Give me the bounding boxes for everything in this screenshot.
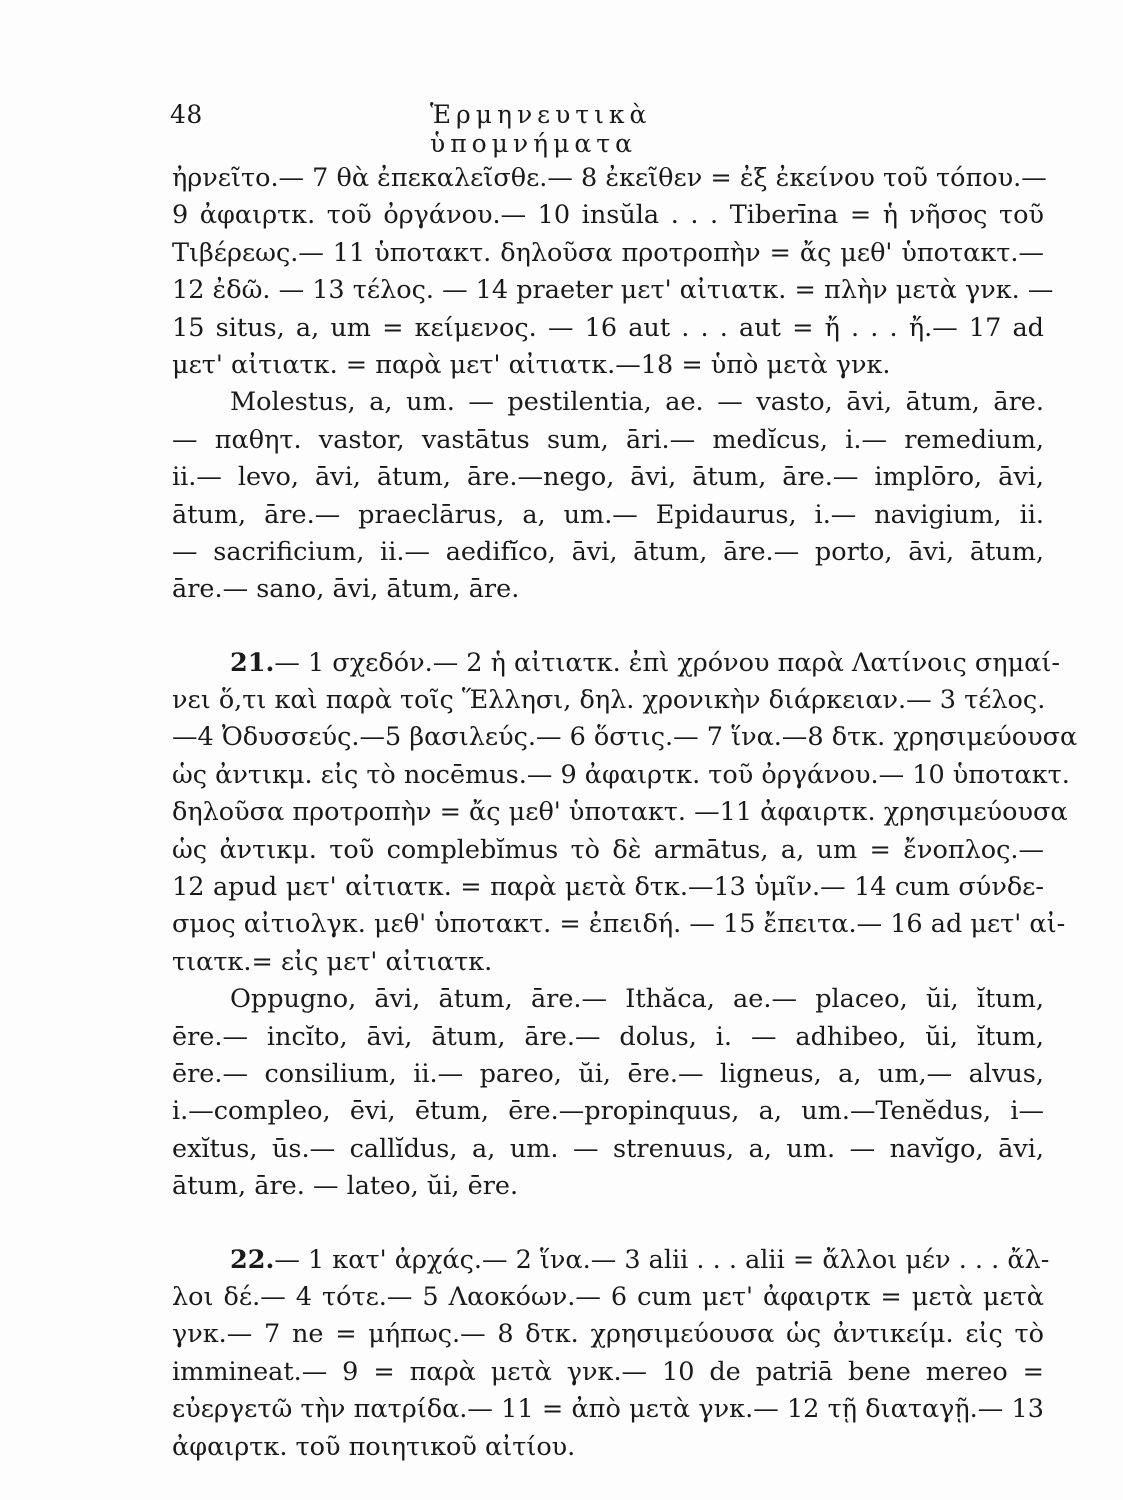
section-22-first-line: [172, 1242, 1050, 1279]
text-line: ὡς ἀντικμ. τοῦ complebĭmus τὸ δὲ armātus, a, um = ἔνοπλος.—: [172, 834, 1044, 865]
vocab-line: i.—compleo, ēvi, ētum, ēre.—propinquus, a, um.—Tenĕdus, i—: [172, 1096, 1044, 1127]
page-number: 48: [170, 100, 203, 129]
text-line: λοι δέ.— 4 τότε.— 5 Λαοκόων.— 6 cum μετ' ἀφαιρτκ = μετὰ μετὰ: [172, 1281, 1044, 1312]
text-line: νει ὅ,τι καὶ παρὰ τοῖς Ἕλλησι, δηλ. χρονικὴν διάρκειαν.— 3 τέλος.: [172, 685, 1046, 716]
vocab-line: — sacrificium, ii.— aedifĭco, āvi, ātum, āre.— porto, āvi, ātum,: [172, 536, 1044, 567]
text-line: Τιβέρεως.— 11 ὑποτακτ. δηλοῦσα προτροπὴν = ἄς μεθ' ὑποτακτ.—: [172, 237, 1044, 268]
text-line: —4 Ὀδυσσεύς.—5 βασιλεύς.— 6 ὅστις.— 7 ἵνα.—8 δτκ. χρησιμεύουσα: [172, 722, 1078, 753]
vocab-line: Molestus, a, um. — pestilentia, ae. — vasto, āvi, ātum, āre.: [230, 387, 1044, 418]
text-line: ἠρνεῖτο.— 7 θὰ ἐπεκαλεῖσθε.— 8 ἐκεῖθεν = ἐξ ἐκείνου τοῦ τόπου.—: [172, 163, 1047, 193]
text-line: τιατκ.= εἰς μετ' αἰτιατκ.: [172, 946, 493, 977]
section-gap: [172, 609, 1044, 645]
vocab-line: exĭtus, ūs.— callĭdus, a, um. — strenuus, a, um. — navĭgo, āvi,: [172, 1133, 1044, 1164]
text-line: ἀφαιρτκ. τοῦ ποιητικοῦ αἰτίου.: [172, 1431, 576, 1462]
vocab-line: ātum, āre.— praeclārus, a, um.— Epidaurus, i.— navigium, ii.: [172, 499, 1044, 530]
text-line: γνκ.— 7 ne = μήπως.— 8 δτκ. χρησιμεύουσα ὡς ἀντικείμ. εἰς τὸ: [172, 1319, 1044, 1350]
text-line: immineat.— 9 = παρὰ μετὰ γνκ.— 10 de patriā bene mereo =: [172, 1356, 1044, 1387]
text-line: εὐεργετῶ τὴν πατρίδα.— 11 = ἀπὸ μετὰ γνκ.— 12 τῇ διαταγῇ.— 13: [172, 1394, 1044, 1425]
section-22-number: 22.: [230, 1244, 275, 1275]
text-line: 15 situs, a, um = κείμενος. — 16 aut . . . aut = ἤ . . . ἤ.— 17 ad: [172, 312, 1044, 343]
running-title: Ἑρμηνευτικὰ ὑπομνήματα: [430, 100, 652, 158]
text-line: 9 ἀφαιρτκ. τοῦ ὀργάνου.— 10 insŭla . . . Tiberīna = ἡ νῆσος τοῦ: [172, 200, 1044, 231]
text-line: μετ' αἰτιατκ. = παρὰ μετ' αἰτιατκ.—18 = ὑπὸ μετὰ γνκ.: [172, 349, 891, 380]
section-21-number: 21.: [230, 647, 275, 678]
body-text: [172, 160, 1078, 1466]
section-21-first-text: — 1 σχεδόν.— 2 ἡ αἰτιατκ. ἐπὶ χρόνου παρὰ Λατίνοις σημαί-: [274, 647, 1060, 678]
section-21-first-line: [172, 645, 1060, 682]
text-line: σμος αἰτιολγκ. μεθ' ὑποτακτ. = ἐπειδή. — 15 ἔπειτα.— 16 ad μετ' αἰ-: [172, 909, 1066, 940]
text-line: δηλοῦσα προτροπὴν = ἄς μεθ' ὑποτακτ. —11 ἀφαιρτκ. χρησιμεύουσα: [172, 797, 1068, 828]
vocab-line: Oppugno, āvi, ātum, āre.— Ithăca, ae.— placeo, ŭi, ĭtum,: [230, 984, 1044, 1015]
vocab-line: ātum, āre. — lateo, ŭi, ēre.: [172, 1171, 519, 1202]
vocab-line: ēre.— incĭto, āvi, ātum, āre.— dolus, i. — adhibeo, ŭi, ĭtum,: [172, 1021, 1044, 1052]
page-header: [170, 100, 870, 158]
vocab-line: āre.— sano, āvi, ātum, āre.: [172, 574, 520, 605]
vocab-line: ii.— levo, āvi, ātum, āre.—nego, āvi, ātum, āre.— implōro, āvi,: [172, 462, 1044, 493]
text-line: 12 ἐδῶ. — 13 τέλος. — 14 praeter μετ' αἰτιατκ. = πλὴν μετὰ γνκ. —: [172, 275, 1054, 306]
section-gap: [172, 1206, 1044, 1242]
section-22-first-text: — 1 κατ' ἀρχάς.— 2 ἵνα.— 3 alii . . . alii = ἄλλοι μέν . . . ἄλ-: [274, 1244, 1050, 1275]
text-line: ὡς ἀντικμ. εἰς τὸ nocēmus.— 9 ἀφαιρτκ. τοῦ ὀργάνου.— 10 ὑποτακτ.: [172, 759, 1070, 790]
vocab-line: ēre.— consilium, ii.— pareo, ŭi, ēre.— ligneus, a, um,— alvus,: [172, 1058, 1044, 1089]
vocab-line: — παθητ. vastor, vastātus sum, āri.— medĭcus, i.— remedium,: [172, 424, 1044, 455]
text-line: 12 apud μετ' αἰτιατκ. = παρὰ μετὰ δτκ.—13 ὑμῖν.— 14 cum σύνδε-: [172, 872, 1044, 903]
